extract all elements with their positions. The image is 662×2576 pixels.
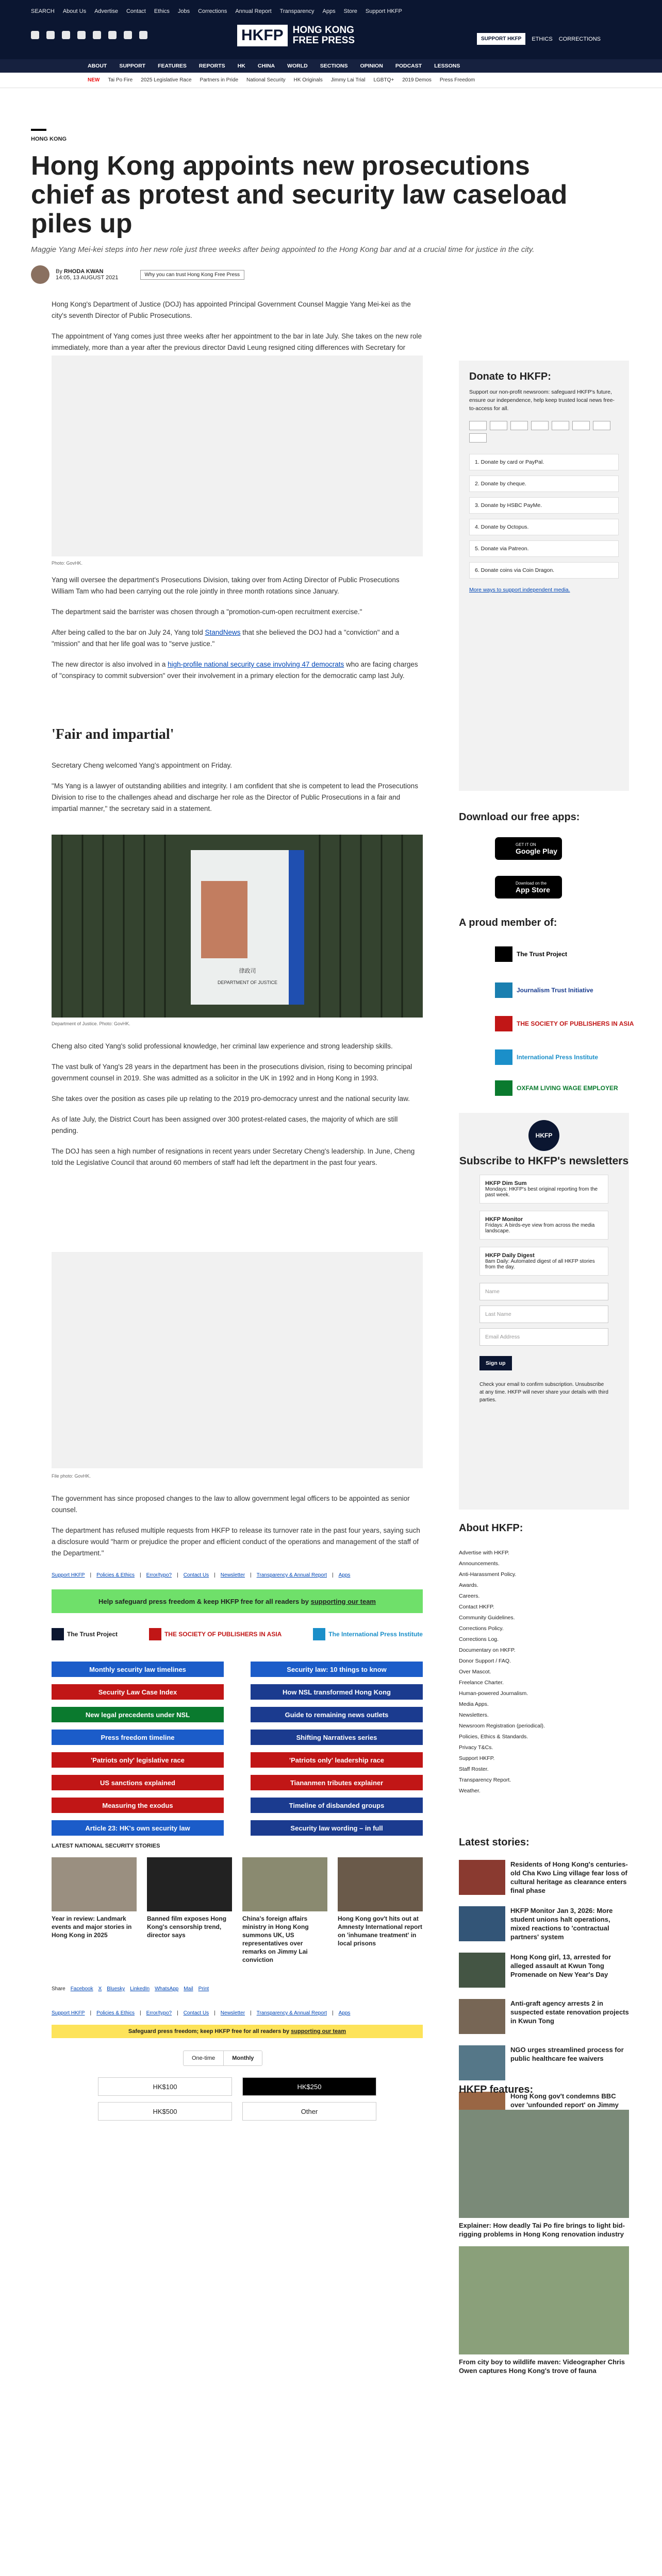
- story-thumbnail: [52, 1857, 137, 1911]
- top-link[interactable]: Jobs: [177, 8, 190, 14]
- topic-link-button[interactable]: Guide to remaining news outlets: [251, 1707, 423, 1722]
- paragraph: "Ms Yang is a lawyer of outstanding abilities and integrity. I am confident that she is competent to lead the Prosecutions Division to rise to the challenges ahead and discharge her role as the Director of Public Prosecutions in a fair and impartial manner," the secretary said in a statement.: [52, 782, 418, 812]
- article-title: Hong Kong appoints new prosecutions chief as protest and security law caseload piles up: [31, 151, 568, 239]
- ns-story-card[interactable]: Banned film exposes Hong Kong's censorship trend, director says: [147, 1857, 232, 1964]
- about-link[interactable]: Transparency Report.: [459, 1777, 511, 1783]
- member-oxfam[interactable]: OXFAM LIVING WAGE EMPLOYER: [495, 1079, 618, 1097]
- donate-box: [459, 361, 629, 791]
- story-title: HKFP Monitor Jan 3, 2026: More student unions halt operations, mixed reactions to 'contractual partners' system: [510, 1907, 613, 1941]
- topic-link-button[interactable]: 'Patriots only' legislative race: [52, 1752, 224, 1768]
- google-play-button[interactable]: GET IT ON Google Play: [495, 837, 562, 860]
- mastercard-icon: [469, 421, 487, 430]
- story-thumbnail: [147, 1857, 232, 1911]
- footer-link[interactable]: Error/typo?: [146, 2010, 172, 2016]
- member-trust-project[interactable]: The Trust Project: [495, 945, 567, 963]
- newsletter-option[interactable]: HKFP Daily Digest 8am Daily: Automated digest of all HKFP stories from the day.: [479, 1247, 608, 1276]
- member-heading: A proud member of:: [459, 917, 557, 928]
- partner-logos: [52, 1628, 423, 1640]
- trending-item[interactable]: LGBTQ+: [373, 77, 394, 83]
- ns-story-card[interactable]: Year in review: Landmark events and major stories in Hong Kong in 2025: [52, 1857, 137, 1964]
- paragraph: The new director is also involved in a high-profile national security case involving 47 democrats who are facing charges of "conspiracy to commit subversion" over their involvement in a primary election for the democratic camp last July.: [52, 660, 418, 680]
- footer-link[interactable]: Error/typo?: [146, 1572, 172, 1578]
- feature-card[interactable]: Explainer: How deadly Tai Po fire brings to light bid-rigging problems in Hong Kong renovation industry: [459, 2110, 629, 2239]
- share-row: [52, 1986, 209, 1992]
- top-link[interactable]: Annual Report: [235, 8, 272, 14]
- topic-link-button[interactable]: Measuring the exodus: [52, 1798, 224, 1813]
- about-link[interactable]: Support HKFP.: [459, 1755, 495, 1761]
- support-banner-yellow[interactable]: Safeguard press freedom; keep HKFP free for all readers by supporting our team: [52, 2025, 423, 2038]
- support-link[interactable]: supporting our team: [291, 2028, 346, 2035]
- paragraph: The department has refused multiple requests from HKFP to release its turnover rate in the past four years, saying such a disclosure would "harm or prejudice the proper and efficient conduct of the operations and management of the staff of the Department.": [52, 1527, 420, 1557]
- social-icons: [31, 31, 147, 39]
- share-linkedin[interactable]: LinkedIn: [130, 1986, 150, 1992]
- donate-option[interactable]: 1. Donate by card or PayPal.: [469, 454, 619, 470]
- youtube-icon[interactable]: [93, 31, 101, 39]
- about-link[interactable]: Staff Roster.: [459, 1766, 489, 1772]
- payme-icon: [552, 421, 569, 430]
- member-ipi[interactable]: International Press Institute: [495, 1048, 598, 1066]
- trust-badge[interactable]: Why you can trust Hong Kong Free Press: [140, 270, 245, 280]
- corrections-link[interactable]: CORRECTIONS: [558, 36, 601, 42]
- donate-option[interactable]: 4. Donate by Octopus.: [469, 519, 619, 535]
- trust-project-logo[interactable]: The Trust Project: [52, 1628, 118, 1640]
- about-link[interactable]: Corrections Policy.: [459, 1625, 504, 1632]
- topic-link-button[interactable]: US sanctions explained: [52, 1775, 224, 1790]
- doj-sign-image: [52, 835, 423, 1018]
- footer-link[interactable]: Policies & Ethics: [96, 2010, 135, 2016]
- octopus-icon: [572, 421, 590, 430]
- about-list: [459, 1548, 629, 1797]
- tab-one-time[interactable]: One-time: [192, 2055, 216, 2061]
- linkedin-icon[interactable]: [139, 31, 147, 39]
- trending-item[interactable]: Partners in Pride: [200, 77, 239, 83]
- category-rule: [31, 129, 46, 131]
- about-heading: About HKFP:: [459, 1522, 523, 1534]
- footer-link[interactable]: Contact Us: [183, 1572, 209, 1578]
- top-link[interactable]: Contact: [126, 8, 146, 14]
- new-label: NEW: [88, 77, 100, 83]
- support-banner[interactable]: Help safeguard press freedom & keep HKFP free for all readers by supporting our team: [52, 1589, 423, 1613]
- footer-link[interactable]: Support HKFP: [52, 2010, 85, 2016]
- top-link[interactable]: Apps: [322, 8, 336, 14]
- ipi-logo[interactable]: The International Press Institute: [313, 1628, 423, 1640]
- nav-item[interactable]: PODCAST: [395, 63, 422, 69]
- top-link[interactable]: Support HKFP: [365, 8, 402, 14]
- trending-item[interactable]: 2019 Demos: [402, 77, 432, 83]
- by-label: By: [56, 268, 62, 275]
- about-link[interactable]: Newsroom Registration (periodical).: [459, 1723, 545, 1729]
- share-x[interactable]: X: [98, 1986, 102, 1992]
- about-link[interactable]: Freelance Charter.: [459, 1680, 504, 1686]
- author-avatar: [31, 265, 49, 284]
- author-name[interactable]: RHODA KWAN: [63, 268, 104, 275]
- topic-link-button[interactable]: Tiananmen tributes explainer: [251, 1775, 423, 1790]
- paragraph: The vast bulk of Yang's 28 years in the department has been in the prosecutions division, rising to becoming principal government counsel in 2019. She was admitted as a solicitor in the UK in 1992 and in Hong Kong in 1993.: [52, 1063, 412, 1082]
- article-body-4: [52, 1041, 423, 1178]
- story-thumbnail: [459, 2045, 505, 2080]
- nav-item[interactable]: HK: [237, 63, 245, 69]
- last-name-field[interactable]: Last Name: [479, 1306, 608, 1323]
- telegram-icon[interactable]: [124, 31, 132, 39]
- features-heading: HKFP features:: [459, 2084, 534, 2095]
- topic-link-button[interactable]: New legal precedents under NSL: [52, 1707, 224, 1722]
- paragraph: Yang will oversee the department's Prosecutions Division, taking over from Acting Director of Public Prosecutions William Tam who had been carrying out the role jointly in three month rotations since January.: [52, 576, 400, 595]
- nav-item[interactable]: FEATURES: [158, 63, 187, 69]
- about-box: [459, 1522, 629, 1797]
- newsletter-heading: Subscribe to HKFP's newsletters: [459, 1155, 629, 1167]
- article-standfirst: Maggie Yang Mei-kei steps into her new role just three weeks after being appointed to the Hong Kong bar and at a crucial time for justice in the city.: [31, 245, 535, 254]
- about-link[interactable]: Announcements.: [459, 1561, 500, 1567]
- about-link[interactable]: Corrections Log.: [459, 1636, 499, 1642]
- top-link[interactable]: Ethics: [154, 8, 170, 14]
- member-jti[interactable]: Journalism Trust Initiative: [495, 981, 593, 999]
- paragraph: She takes over the position as cases pile up relating to the 2019 pro-democracy unrest and the national security law.: [52, 1095, 410, 1103]
- trending-item[interactable]: Tai Po Fire: [108, 77, 133, 83]
- article-photo-1: [52, 355, 423, 556]
- top-link[interactable]: Corrections: [198, 8, 227, 14]
- logo-text: HONG KONG FREE PRESS: [292, 25, 355, 46]
- trending-bar: [0, 73, 662, 88]
- instagram-icon[interactable]: [62, 31, 70, 39]
- latest-stories-heading: Latest stories:: [459, 1837, 529, 1848]
- topic-link-button[interactable]: Timeline of disbanded groups: [251, 1798, 423, 1813]
- more-ways-link[interactable]: More ways to support independent media.: [469, 587, 570, 593]
- hkfp-circle-logo: HKFP: [528, 1120, 559, 1151]
- story-thumbnail: [242, 1857, 327, 1911]
- share-mail[interactable]: Mail: [184, 1986, 193, 1992]
- photo-caption: File photo: GovHK.: [52, 1473, 91, 1479]
- paragraph: The appointment of Yang comes just three weeks after her appointment to the bar in late July. She takes on the new role immediately, more than a year after the previous director David Leung resigned citing differences with Secretary for: [52, 332, 422, 351]
- logo-mark: HKFP: [237, 25, 288, 46]
- ethics-link[interactable]: ETHICS: [532, 36, 553, 42]
- ns-story-card[interactable]: Hong Kong gov't hits out at Amnesty International report on 'inhumane treatment' in local prisons: [338, 1857, 423, 1964]
- footer-link[interactable]: Policies & Ethics: [96, 1572, 135, 1578]
- paragraph: Cheng also cited Yang's solid professional knowledge, her criminal law experience and strong leadership skills.: [52, 1042, 393, 1050]
- feature-card[interactable]: From city boy to wildlife maven: Videographer Chris Owen captures Hong Kong's trove of fauna: [459, 2246, 629, 2375]
- story-thumbnail: [459, 1999, 505, 2034]
- trending-item[interactable]: HK Originals: [293, 77, 323, 83]
- about-link[interactable]: Newsletters.: [459, 1712, 489, 1718]
- topic-link-button[interactable]: How NSL transformed Hong Kong: [251, 1684, 423, 1700]
- svg-text:律政司: 律政司: [239, 968, 256, 974]
- payment-icons: [459, 413, 629, 443]
- photo-caption: Photo: GovHK.: [52, 561, 83, 566]
- share-label: Share: [52, 1986, 65, 1992]
- top-link[interactable]: Transparency: [279, 8, 315, 14]
- topic-link-button[interactable]: Press freedom timeline: [52, 1730, 224, 1745]
- topic-links: [52, 1662, 423, 1836]
- section-heading: 'Fair and impartial': [52, 726, 174, 742]
- newsletter-option[interactable]: HKFP Monitor Fridays: A birds-eye view from across the media landscape.: [479, 1211, 608, 1240]
- trending-item[interactable]: Jimmy Lai Trial: [330, 77, 366, 83]
- category-label[interactable]: HONG KONG: [31, 136, 67, 142]
- about-link[interactable]: Awards.: [459, 1582, 478, 1588]
- footer-link[interactable]: Support HKFP: [52, 1572, 85, 1578]
- fps-icon: [469, 433, 487, 443]
- footer-link[interactable]: Transparency & Annual Report: [256, 2010, 327, 2016]
- article-photo-3: [52, 1252, 423, 1468]
- trending-item[interactable]: 2025 Legislative Race: [141, 77, 192, 83]
- about-link[interactable]: Donor Support / FAQ.: [459, 1658, 511, 1664]
- nav-item[interactable]: LESSONS: [434, 63, 460, 69]
- sign-text: DEPARTMENT OF JUSTICE: [217, 980, 278, 985]
- paragraph: The DOJ has seen a high number of resignations in recent years under Secretary Cheng's leadership. In June, Cheng told the Legislative Council that around 60 members of staff had left the department in the past four years.: [52, 1147, 415, 1166]
- support-hkfp-button[interactable]: SUPPORT HKFP: [477, 33, 525, 45]
- topic-link-button[interactable]: Security law: 10 things to know: [251, 1662, 423, 1677]
- story-item[interactable]: [459, 1999, 629, 2034]
- footer-link[interactable]: Contact Us: [183, 2010, 209, 2016]
- top-link[interactable]: Advertise: [94, 8, 118, 14]
- paragraph: The department said the barrister was chosen through a "promotion-cum-open recruitment exercise.": [52, 608, 362, 616]
- nav-item[interactable]: CHINA: [257, 63, 275, 69]
- footer-link[interactable]: Apps: [338, 1572, 351, 1578]
- story-item[interactable]: [459, 1860, 629, 1895]
- story-title: NGO urges streamlined process for public healthcare fee waivers: [510, 2046, 624, 2062]
- footer-link[interactable]: Transparency & Annual Report: [256, 1572, 327, 1578]
- article-body-2: [52, 574, 423, 691]
- paragraph: The government has since proposed changes to the law to allow government legal officers to be appointed as senior counsel.: [52, 1495, 410, 1514]
- paragraph: Hong Kong's Department of Justice (DOJ) has appointed Principal Government Counsel Maggie Yang Mei-kei as the city's seventh Director of Public Prosecutions.: [52, 300, 411, 319]
- photo-caption: Department of Justice. Photo: GovHK.: [52, 1021, 130, 1026]
- story-title: Residents of Hong Kong's centuries-old Cha Kwo Ling village fear loss of cultural heritage as clearance enters final phase: [510, 1860, 628, 1894]
- facebook-icon[interactable]: [31, 31, 39, 39]
- story-item[interactable]: [459, 1953, 629, 1988]
- footer-link[interactable]: Newsletter: [220, 2010, 245, 2016]
- footer-links-1: Support HKFP | Policies & Ethics | Error/typo? | Contact Us | Newsletter | Transparency & Annual Report | Apps: [52, 1572, 351, 1578]
- donation-frequency-tabs: [183, 2050, 262, 2066]
- about-link[interactable]: Over Mascot.: [459, 1669, 491, 1675]
- donate-text: Support our non-profit newsroom: safeguard HKFP's future, ensure our independence, help keep trusted local news free-to-access for all.: [469, 389, 615, 412]
- nav-item[interactable]: SUPPORT: [119, 63, 146, 69]
- share-bluesky[interactable]: Bluesky: [107, 1986, 125, 1992]
- case-link[interactable]: high-profile national security case involving 47 democrats: [168, 660, 344, 668]
- nav-item[interactable]: ABOUT: [88, 63, 107, 69]
- topic-link-button[interactable]: Monthly security law timelines: [52, 1662, 224, 1677]
- about-link[interactable]: Careers.: [459, 1593, 480, 1599]
- standnews-link[interactable]: StandNews: [205, 629, 241, 636]
- apps-heading: Download our free apps:: [459, 811, 580, 823]
- top-bar: [0, 0, 662, 59]
- topic-link-button[interactable]: Shifting Narratives series: [251, 1730, 423, 1745]
- tab-monthly[interactable]: Monthly: [223, 2051, 262, 2065]
- about-link[interactable]: Human-powered Journalism.: [459, 1690, 528, 1697]
- newsletter-option[interactable]: HKFP Dim Sum Mondays: HKFP's best original reporting from the past week.: [479, 1175, 608, 1204]
- share-whatsapp[interactable]: WhatsApp: [155, 1986, 179, 1992]
- story-thumbnail: [459, 1906, 505, 1941]
- share-facebook[interactable]: Facebook: [70, 1986, 93, 1992]
- donate-option[interactable]: 6. Donate coins via Coin Dragon.: [469, 562, 619, 579]
- trending-item[interactable]: National Security: [246, 77, 286, 83]
- top-link[interactable]: Store: [343, 8, 357, 14]
- article-body-5: [52, 1493, 423, 1568]
- about-link[interactable]: Privacy T&Cs.: [459, 1744, 493, 1751]
- story-item[interactable]: [459, 1906, 629, 1941]
- nav-item[interactable]: SECTIONS: [320, 63, 348, 69]
- about-link[interactable]: Community Guidelines.: [459, 1615, 515, 1621]
- newsletter-box: [459, 1113, 629, 1510]
- byline: [31, 265, 244, 284]
- support-link[interactable]: supporting our team: [310, 1597, 376, 1605]
- paragraph: Secretary Cheng welcomed Yang's appointment on Friday.: [52, 761, 233, 769]
- app-store-button[interactable]: Download on the App Store: [495, 876, 562, 899]
- about-link[interactable]: Media Apps.: [459, 1701, 489, 1707]
- nav-item[interactable]: REPORTS: [198, 63, 225, 69]
- nav-item[interactable]: OPINION: [360, 63, 383, 69]
- donation-amounts: [98, 2077, 376, 2121]
- about-link[interactable]: Policies, Ethics & Standards.: [459, 1734, 528, 1740]
- share-print[interactable]: Print: [198, 1986, 209, 1992]
- topic-link-button[interactable]: Article 23: HK's own security law: [52, 1820, 224, 1836]
- main-nav: [0, 59, 662, 73]
- paypal-icon: [531, 421, 549, 430]
- feature-image: [459, 2246, 629, 2354]
- email-field[interactable]: Email Address: [479, 1328, 608, 1346]
- topic-link-button[interactable]: Security law wording – in full: [251, 1820, 423, 1836]
- feature-image: [459, 2110, 629, 2218]
- amount-option[interactable]: Other: [242, 2102, 376, 2121]
- first-name-field[interactable]: Name: [479, 1283, 608, 1300]
- site-logo[interactable]: [237, 25, 355, 46]
- trending-item[interactable]: Press Freedom: [439, 77, 475, 83]
- story-title: Hong Kong gov't condemns BBC over 'unfounded report' on Jimmy: [510, 2092, 619, 2109]
- article-body-3: [52, 760, 423, 824]
- ns-story-card[interactable]: China's foreign affairs ministry in Hong Kong summons UK, US representatives over remarks on Jimmy Lai conviction: [242, 1857, 327, 1964]
- x-icon[interactable]: [46, 31, 55, 39]
- story-title: Anti-graft agency arrests 2 in suspected estate renovation projects in Kwun Tong: [510, 1999, 629, 2025]
- latest-ns-heading: LATEST NATIONAL SECURITY STORIES: [52, 1843, 160, 1849]
- rss-icon[interactable]: [108, 31, 117, 39]
- top-links: [31, 8, 402, 14]
- article-photo-2: [52, 835, 423, 1018]
- story-thumbnail: [338, 1857, 423, 1911]
- signup-button[interactable]: Sign up: [479, 1356, 512, 1370]
- story-thumbnail: [459, 1953, 505, 1988]
- story-item[interactable]: [459, 2045, 629, 2080]
- amount-option[interactable]: HK$100: [98, 2077, 232, 2096]
- footer-links-2: Support HKFP | Policies & Ethics | Error/typo? | Contact Us | Newsletter | Transparency & Annual Report | Apps: [52, 2010, 351, 2016]
- donate-option[interactable]: 2. Donate by cheque.: [469, 476, 619, 492]
- about-link[interactable]: Contact HKFP.: [459, 1604, 494, 1610]
- newsletter-note: Check your email to confirm subscription. Unsubscribe at any time. HKFP will never share your details with third parties.: [479, 1382, 608, 1403]
- top-link[interactable]: About Us: [62, 8, 87, 14]
- footer-link[interactable]: Newsletter: [220, 1572, 245, 1578]
- latest-ns-stories: [52, 1857, 423, 1964]
- donate-heading: Donate to HKFP:: [469, 371, 551, 382]
- article-header: [31, 129, 644, 256]
- topic-link-button[interactable]: 'Patriots only' leadership race: [251, 1752, 423, 1768]
- patreon-icon: [593, 421, 610, 430]
- story-thumbnail: [459, 1860, 505, 1895]
- paragraph: After being called to the bar on July 24, Yang told StandNews that she believed the DOJ had a "conviction" and a "mission" and that her life goal was to "serve justice.": [52, 629, 400, 648]
- about-link[interactable]: Weather.: [459, 1788, 481, 1794]
- donate-option[interactable]: 5. Donate via Patreon.: [469, 540, 619, 557]
- publish-date: 14:05, 13 AUGUST 2021: [56, 275, 119, 281]
- nav-item[interactable]: WORLD: [287, 63, 308, 69]
- amount-option[interactable]: HK$500: [98, 2102, 232, 2121]
- footer-link[interactable]: Apps: [338, 2010, 351, 2016]
- topic-link-button[interactable]: Security Law Case Index: [52, 1684, 224, 1700]
- paragraph: As of late July, the District Court has been assigned over 300 protest-related cases, the majority of which are still pending.: [52, 1115, 398, 1134]
- about-link[interactable]: Advertise with HKFP.: [459, 1550, 509, 1556]
- amex-icon: [510, 421, 528, 430]
- story-title: Hong Kong girl, 13, arrested for alleged assault at Kwun Tong Promenade on New Year's Day: [510, 1953, 611, 1978]
- member-sopa[interactable]: THE SOCIETY OF PUBLISHERS IN ASIA: [495, 1015, 634, 1032]
- top-link[interactable]: SEARCH: [31, 8, 55, 14]
- about-link[interactable]: Anti-Harassment Policy.: [459, 1571, 517, 1578]
- donate-option[interactable]: 3. Donate by HSBC PayMe.: [469, 497, 619, 514]
- visa-icon: [490, 421, 507, 430]
- sopa-logo[interactable]: THE SOCIETY OF PUBLISHERS IN ASIA: [149, 1628, 282, 1640]
- top-right: [477, 33, 601, 45]
- threads-icon[interactable]: [77, 31, 86, 39]
- amount-option[interactable]: HK$250: [242, 2077, 376, 2096]
- about-link[interactable]: Documentary on HKFP.: [459, 1647, 516, 1653]
